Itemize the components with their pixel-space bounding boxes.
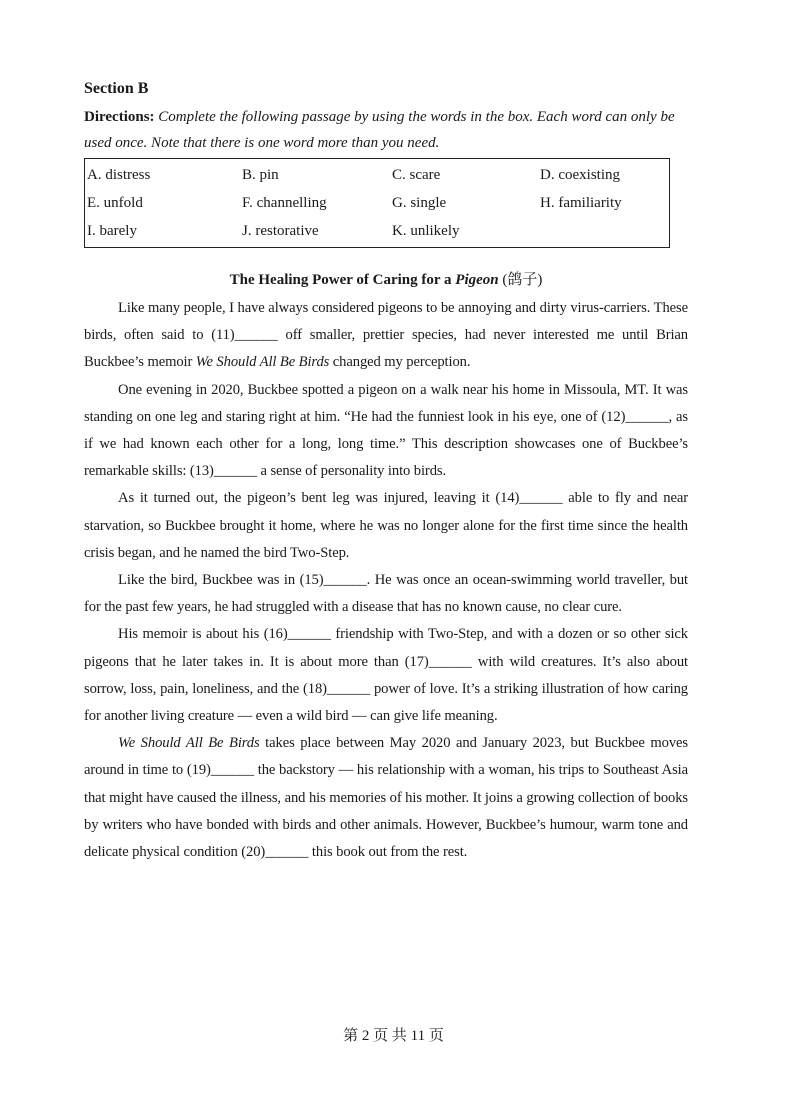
passage-body xyxy=(84,295,688,866)
word-option: C. scare xyxy=(392,167,441,183)
passage-paragraph xyxy=(84,295,688,377)
passage-paragraph xyxy=(84,377,688,486)
word-option: A. distress xyxy=(87,167,151,183)
section-title: Section B xyxy=(84,80,149,97)
word-option: F. channelling xyxy=(242,195,327,211)
passage-title-italic: Pigeon xyxy=(455,272,499,288)
word-option: G. single xyxy=(392,195,447,211)
passage-paragraph xyxy=(84,730,688,866)
book-title-italic: We Should All Be Birds xyxy=(118,735,260,752)
word-option: B. pin xyxy=(242,167,279,183)
word-option: K. unlikely xyxy=(392,223,460,239)
paragraph-text: His memoir is about his (16)______ friendship with Two-Step, and with a dozen or so other sick pigeons that he later takes in. It is about more than (17)______ with wild creatures. It’s also about sorrow, loss, pain, loneliness, and the (18)______ power of love. It’s a striking illustration of how caring for another living creature — even a wild bird — can give life meaning. xyxy=(84,626,688,725)
paragraph-text: Like many people, I have always considered pigeons to be annoying and dirty virus-carriers. These birds, often said to (11)______ off smaller, prettier species, had never interested me until Brian Buckbee’s memoir xyxy=(84,300,688,371)
passage-title-chinese: (鸽子) xyxy=(502,272,543,288)
paragraph-text: One evening in 2020, Buckbee spotted a pigeon on a walk near his home in Missoula, MT. It was standing on one leg and staring right at him. “He had the funniest look in his eye, one of (12)______, as if we had known each other for a long, long time.” This description showcases one of Buckbee’s remarkable skills: (13)______ a sense of personality into birds. xyxy=(84,381,688,480)
paragraph-text: takes place between May 2020 and January 2023, but Buckbee moves around in time to (19)______ the backstory — his relationship with a woman, his trips to Southeast Asia that might have caused the illness, and his memories of his mother. It joins a growing collection of books by writers who have bonded with birds and other animals. However, Buckbee’s humour, warm tone and delicate physical condition (20)______ this book out from the rest. xyxy=(84,735,688,861)
word-option: E. unfold xyxy=(87,195,143,211)
word-option: H. familiarity xyxy=(540,195,622,211)
passage-paragraph xyxy=(84,485,688,567)
passage-title-main: The Healing Power of Caring for a xyxy=(229,272,456,288)
exam-page xyxy=(84,80,688,866)
word-box xyxy=(84,158,670,248)
page-number: 第 2 页 共 11 页 xyxy=(343,1028,444,1044)
word-option: D. coexisting xyxy=(540,167,620,183)
word-option: I. barely xyxy=(87,223,137,239)
paragraph-text: changed my perception. xyxy=(329,354,471,371)
word-option-empty xyxy=(538,217,671,245)
word-option: J. restorative xyxy=(242,223,319,239)
passage-title xyxy=(84,268,688,289)
directions xyxy=(84,104,688,156)
passage-paragraph xyxy=(84,567,688,621)
passage-paragraph xyxy=(84,621,688,730)
paragraph-text: As it turned out, the pigeon’s bent leg was injured, leaving it (14)______ able to fly and near starvation, so Buckbee brought it home, where he was no longer alone for the first time since the health crisis began, and he named the bird Two-Step. xyxy=(84,490,688,561)
book-title-italic: We Should All Be Birds xyxy=(195,354,330,371)
paragraph-text: Like the bird, Buckbee was in (15)______. He was once an ocean-swimming world traveller, but for the past few years, he had struggled with a disease that has no known cause, no clear cure. xyxy=(84,572,688,616)
directions-lead: Directions: xyxy=(84,109,155,125)
directions-text: Complete the following passage by using the words in the box. Each word can only be used once. Note that there is one word more than you need. xyxy=(84,109,675,151)
